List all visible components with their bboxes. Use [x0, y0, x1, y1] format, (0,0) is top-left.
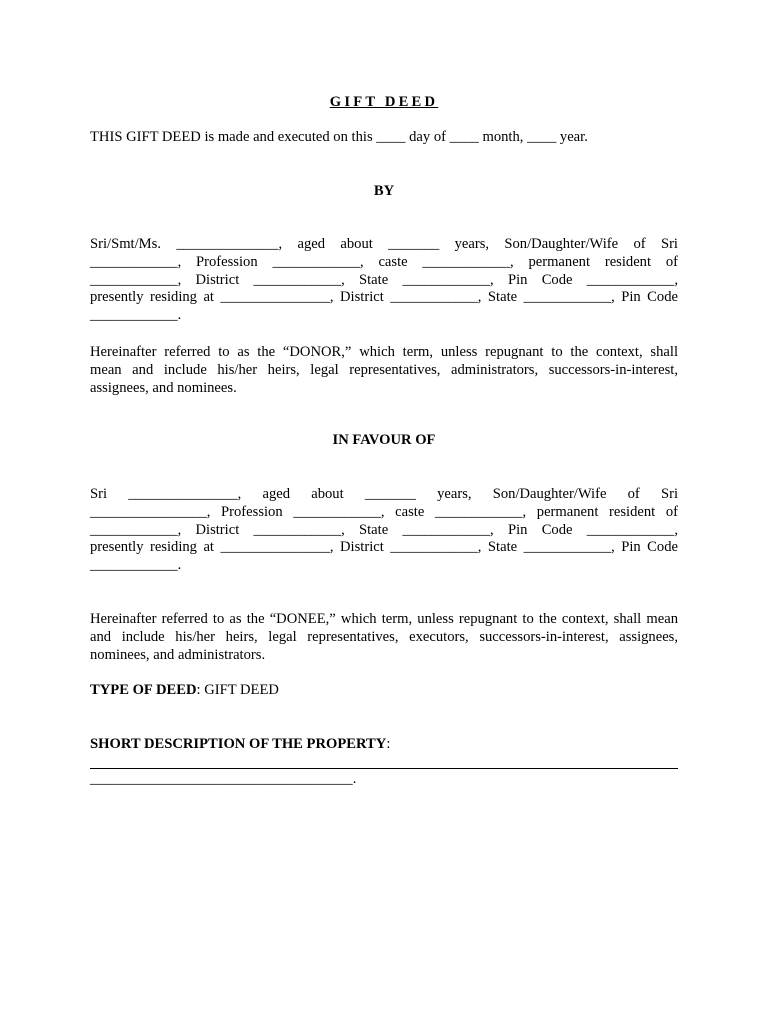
donee-line-2: ________________, Profession ____________, caste ____________, permanent resident of	[90, 503, 678, 520]
donor-line-3: ____________, District ____________, State ____________, Pin Code ____________,	[90, 271, 678, 288]
in-favour-heading: IN FAVOUR OF	[332, 432, 436, 448]
type-of-deed	[90, 682, 678, 700]
donor-details	[90, 236, 678, 325]
donee-reference-line-3: nominees, and administrators.	[90, 646, 266, 663]
donor-reference-line-1: Hereinafter referred to as the “DONOR,” which term, unless repugnant to the context, shall	[90, 344, 678, 360]
type-of-deed-label: TYPE OF DEED	[90, 682, 197, 698]
donee-reference-line-2: and include his/her heirs, legal representatives, executors, successors-in-interest, assignees,	[90, 628, 678, 645]
donor-line-2: ____________, Profession ____________, caste ____________, permanent resident of	[90, 253, 678, 270]
donor-line-1: Sri/Smt/Ms. ______________, aged about _______ years, Son/Daughter/Wife of Sri	[90, 236, 678, 252]
type-of-deed-value: : GIFT DEED	[196, 682, 279, 698]
document-title: GIFT DEED	[329, 94, 439, 110]
donee-line-3: ____________, District ____________, State ____________, Pin Code ____________,	[90, 521, 678, 538]
donee-details	[90, 486, 678, 575]
donee-reference	[90, 611, 678, 664]
property-description-colon: :	[386, 736, 391, 752]
donor-line-5: ____________.	[90, 307, 182, 324]
donor-reference	[90, 344, 678, 397]
property-description-second-line: ____________________________________.	[90, 771, 357, 787]
donor-line-4: presently residing at _______________, District ____________, State ____________, Pin Code	[90, 289, 678, 306]
donor-reference-line-2: mean and include his/her heirs, legal representatives, administrators, successors-in-interest,	[90, 361, 678, 378]
donee-reference-line-1: Hereinafter referred to as the “DONEE,” which term, unless repugnant to the context, shall mean	[90, 611, 678, 627]
property-description-blank-line	[90, 753, 678, 769]
donee-line-1: Sri _______________, aged about _______ years, Son/Daughter/Wife of Sri	[90, 486, 678, 502]
donee-line-5: ____________.	[90, 557, 182, 574]
intro-paragraph: THIS GIFT DEED is made and executed on this ____ day of ____ month, ____ year.	[90, 129, 588, 145]
donee-line-4: presently residing at _______________, District ____________, State ____________, Pin Code	[90, 539, 678, 556]
property-description	[90, 736, 678, 754]
by-heading: BY	[373, 183, 395, 199]
property-description-label: SHORT DESCRIPTION OF THE PROPERTY	[90, 736, 387, 752]
donor-reference-line-3: assignees, and nominees.	[90, 379, 237, 396]
